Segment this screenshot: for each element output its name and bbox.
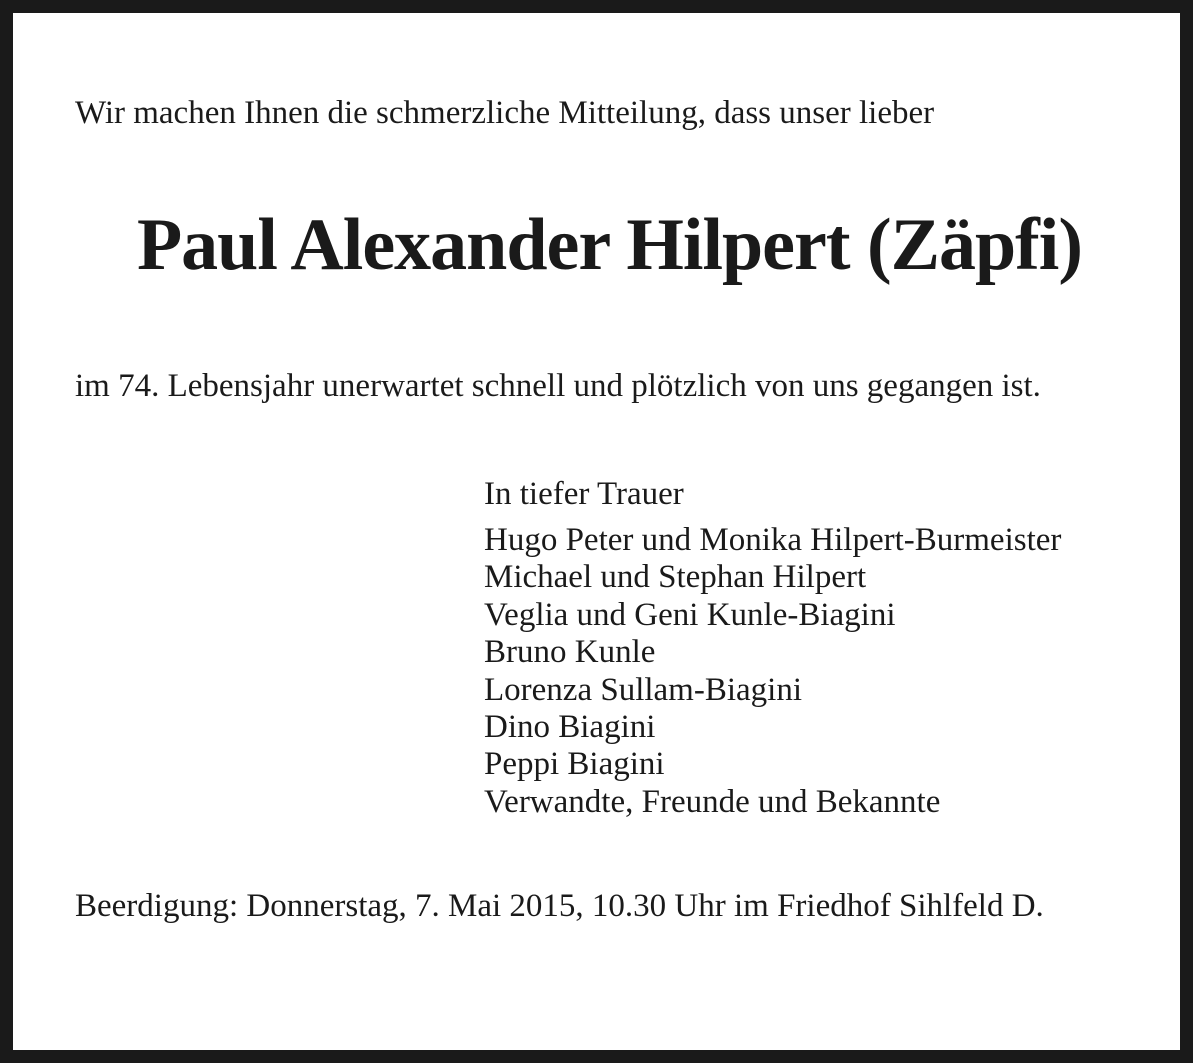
intro-text: Wir machen Ihnen die schmerzliche Mitteilung, dass unser lieber	[75, 95, 935, 131]
mourner-item: Veglia und Geni Kunle-Biagini	[484, 596, 896, 633]
mourner-item: Verwandte, Freunde und Bekannte	[484, 783, 941, 820]
mourner-item: Lorenza Sullam-Biagini	[484, 671, 802, 708]
mourner-list	[484, 522, 1061, 821]
mourners-block	[484, 474, 1061, 821]
mourner-item: Peppi Biagini	[484, 746, 665, 783]
deceased-name: Paul Alexander Hilpert (Zäpfi)	[136, 204, 1082, 286]
funeral-info: Beerdigung: Donnerstag, 7. Mai 2015, 10.30 Uhr im Friedhof Sihlfeld D.	[75, 888, 1044, 924]
mourner-item: Michael und Stephan Hilpert	[484, 559, 867, 596]
mourner-item: Hugo Peter und Monika Hilpert-Burmeister	[484, 522, 1062, 558]
passing-text: im 74. Lebensjahr unerwartet schnell und plötzlich von uns gegangen ist.	[75, 368, 1041, 404]
mourner-item: Bruno Kunle	[484, 634, 656, 671]
mourner-item: Dino Biagini	[484, 709, 656, 746]
mourning-label: In tiefer Trauer	[484, 476, 684, 512]
